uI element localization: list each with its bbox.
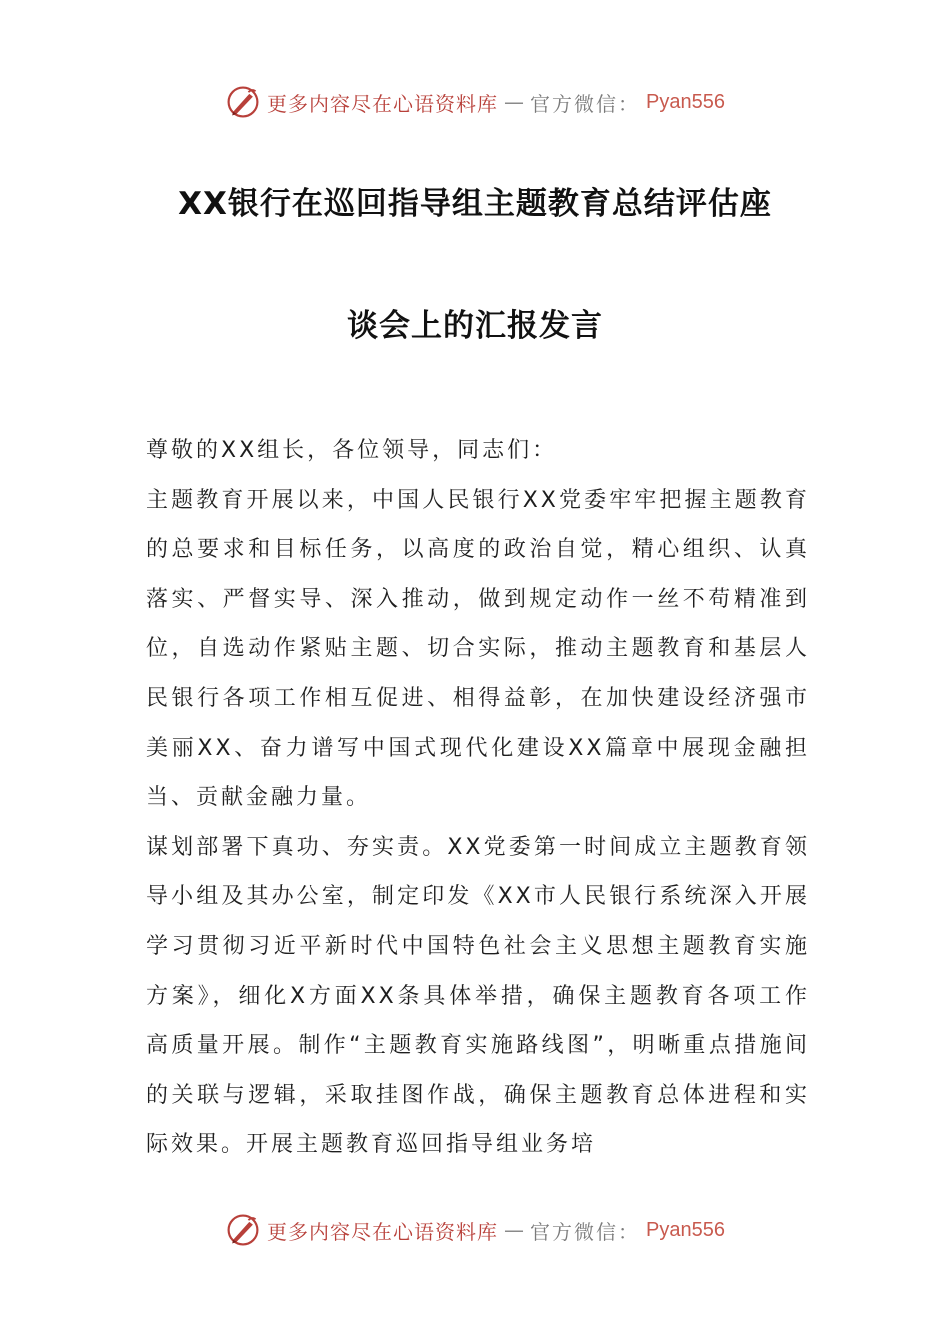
watermark-wechat-id: Pyan556 [646, 1218, 725, 1241]
watermark-wechat-label: 官方微信： [530, 1219, 641, 1244]
document-body [146, 426, 810, 1170]
pen-logo-icon [225, 84, 261, 120]
watermark-banner-top [0, 82, 950, 122]
watermark-banner-bottom [0, 1210, 950, 1250]
body-paragraph: 谋划部署下真功、夯实责。XX党委第一时间成立主题教育领导小组及其办公室，制定印发《XX市人民银行系统深入开展学习贯彻习近平新时代中国特色社会主义思想主题教育实施方案》，细化X方面XX条具体举措，确保主题教育各项工作高质量开展。制作“主题教育实施路线图”，明晰重点措施间的关联与逻辑，采取挂图作战，确保主题教育总体进程和实际效果。开展主题教育巡回指导组业务培 [146, 834, 810, 1158]
watermark-brand-text: 更多内容尽在心语资料库 [267, 1219, 499, 1244]
watermark-brand-text: 更多内容尽在心语资料库 [267, 91, 499, 116]
body-paragraph: 主题教育开展以来，中国人民银行XX党委牢牢把握主题教育的总要求和目标任务，以高度的政治自觉，精心组织、认真落实、严督实导、深入推动，做到规定动作一丝不苟精准到位，自选动作紧贴主题、切合实际，推动主题教育和基层人民银行各项工作相互促进、相得益彰，在加快建设经济强市美丽XX、奋力谱写中国式现代化建设XX篇章中展现金融担当、贡献金融力量。 [146, 487, 810, 811]
watermark-separator: — [504, 90, 525, 114]
watermark-separator: — [504, 1218, 525, 1242]
watermark-wechat-id: Pyan556 [646, 90, 725, 113]
pen-logo-icon [225, 1212, 261, 1248]
document-title-line1: XX银行在巡回指导组主题教育总结评估座 [178, 186, 772, 222]
document-title-line2: 谈会上的汇报发言 [347, 308, 603, 344]
watermark-wechat-label: 官方微信： [530, 91, 641, 116]
salutation-paragraph: 尊敬的XX组长，各位领导，同志们： [146, 438, 558, 463]
